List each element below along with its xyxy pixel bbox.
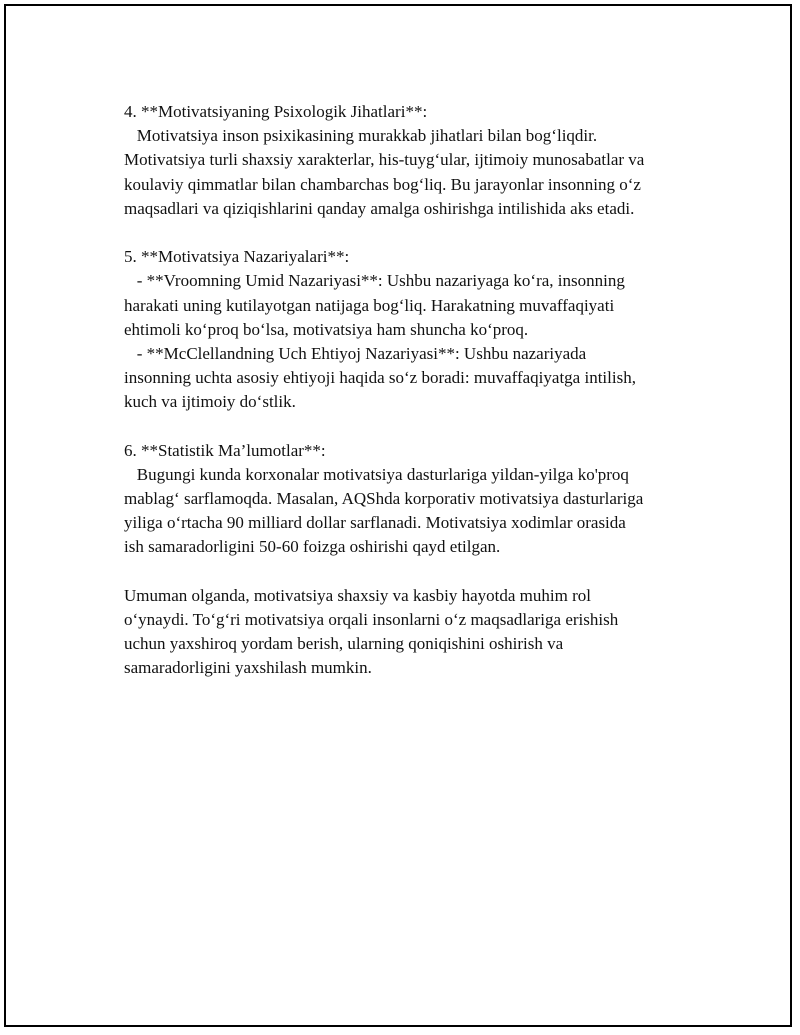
paragraph-line: samaradorligini yaxshilash mumkin. (124, 658, 372, 678)
paragraph-gap (124, 414, 724, 438)
paragraph-line: Umuman olganda, motivatsiya shaxsiy va kasbiy hayotda muhim rol (124, 585, 591, 605)
section-heading: 6. **Statistik Ma’lumotlar**: (124, 440, 326, 460)
list-item-line: - **McClellandning Uch Ehtiyoj Nazariyasi**: Ushbu nazariyada (124, 343, 587, 363)
section-heading: 4. **Motivatsiyaning Psixologik Jihatlari**: (124, 102, 428, 121)
paragraph-line: mablag‘ sarflamoqda. Masalan, AQShda korporativ motivatsiya dasturlariga (124, 489, 644, 508)
section-conclusion (124, 584, 724, 681)
list-item-line: - **Vroomning Umid Nazariyasi**: Ushbu nazariyaga ko‘ra, insonning (124, 271, 625, 291)
paragraph-line: o‘ynaydi. To‘g‘ri motivatsiya orqali insonlarni o‘z maqsadlariga erishish (124, 609, 619, 629)
list-item-line: harakati uning kutilayotgan natijaga bog‘liq. Harakatning muvaffaqiyati (124, 295, 615, 315)
paragraph-line: uchun yaxshiroq yordam berish, ularning qoniqishini oshirish va (124, 634, 564, 654)
paragraph-line: Motivatsiya inson psixikasining murakkab jihatlari bilan bog‘liqdir. (124, 126, 598, 146)
paragraph-gap (124, 560, 724, 584)
paragraph-gap (124, 221, 724, 245)
paragraph-line: maqsadlari va qiziqishlarini qanday amalga oshirishga intilishida aks etadi. (124, 198, 635, 218)
page-frame (4, 4, 792, 1027)
section-psychological-aspects (124, 100, 724, 221)
paragraph-line: ish samaradorligini 50-60 foizga oshirishi qayd etilgan. (124, 537, 501, 557)
list-item-line: insonning uchta asosiy ehtiyoji haqida so‘z boradi: muvaffaqiyatga intilish, (124, 368, 636, 388)
paragraph-line: Motivatsiya turli shaxsiy xarakterlar, his-tuyg‘ular, ijtimoiy munosabatlar va (124, 150, 645, 170)
section-statistics (124, 439, 724, 560)
section-heading: 5. **Motivatsiya Nazariyalari**: (124, 247, 350, 267)
section-motivation-theories (124, 245, 724, 414)
list-item-line: kuch va ijtimoiy do‘stlik. (124, 392, 296, 412)
paragraph-line: Bugungi kunda korxonalar motivatsiya dasturlariga yildan-yilga ko'proq (124, 464, 629, 484)
paragraph-line: yiliga o‘rtacha 90 milliard dollar sarflanadi. Motivatsiya xodimlar orasida (124, 513, 626, 533)
list-item-line: ehtimoli ko‘proq bo‘lsa, motivatsiya ham shuncha ko‘proq. (124, 319, 529, 339)
paragraph-line: koulaviy qimmatlar bilan chambarchas bog‘liq. Bu jarayonlar insonning o‘z (124, 174, 641, 194)
document-body (124, 100, 724, 681)
